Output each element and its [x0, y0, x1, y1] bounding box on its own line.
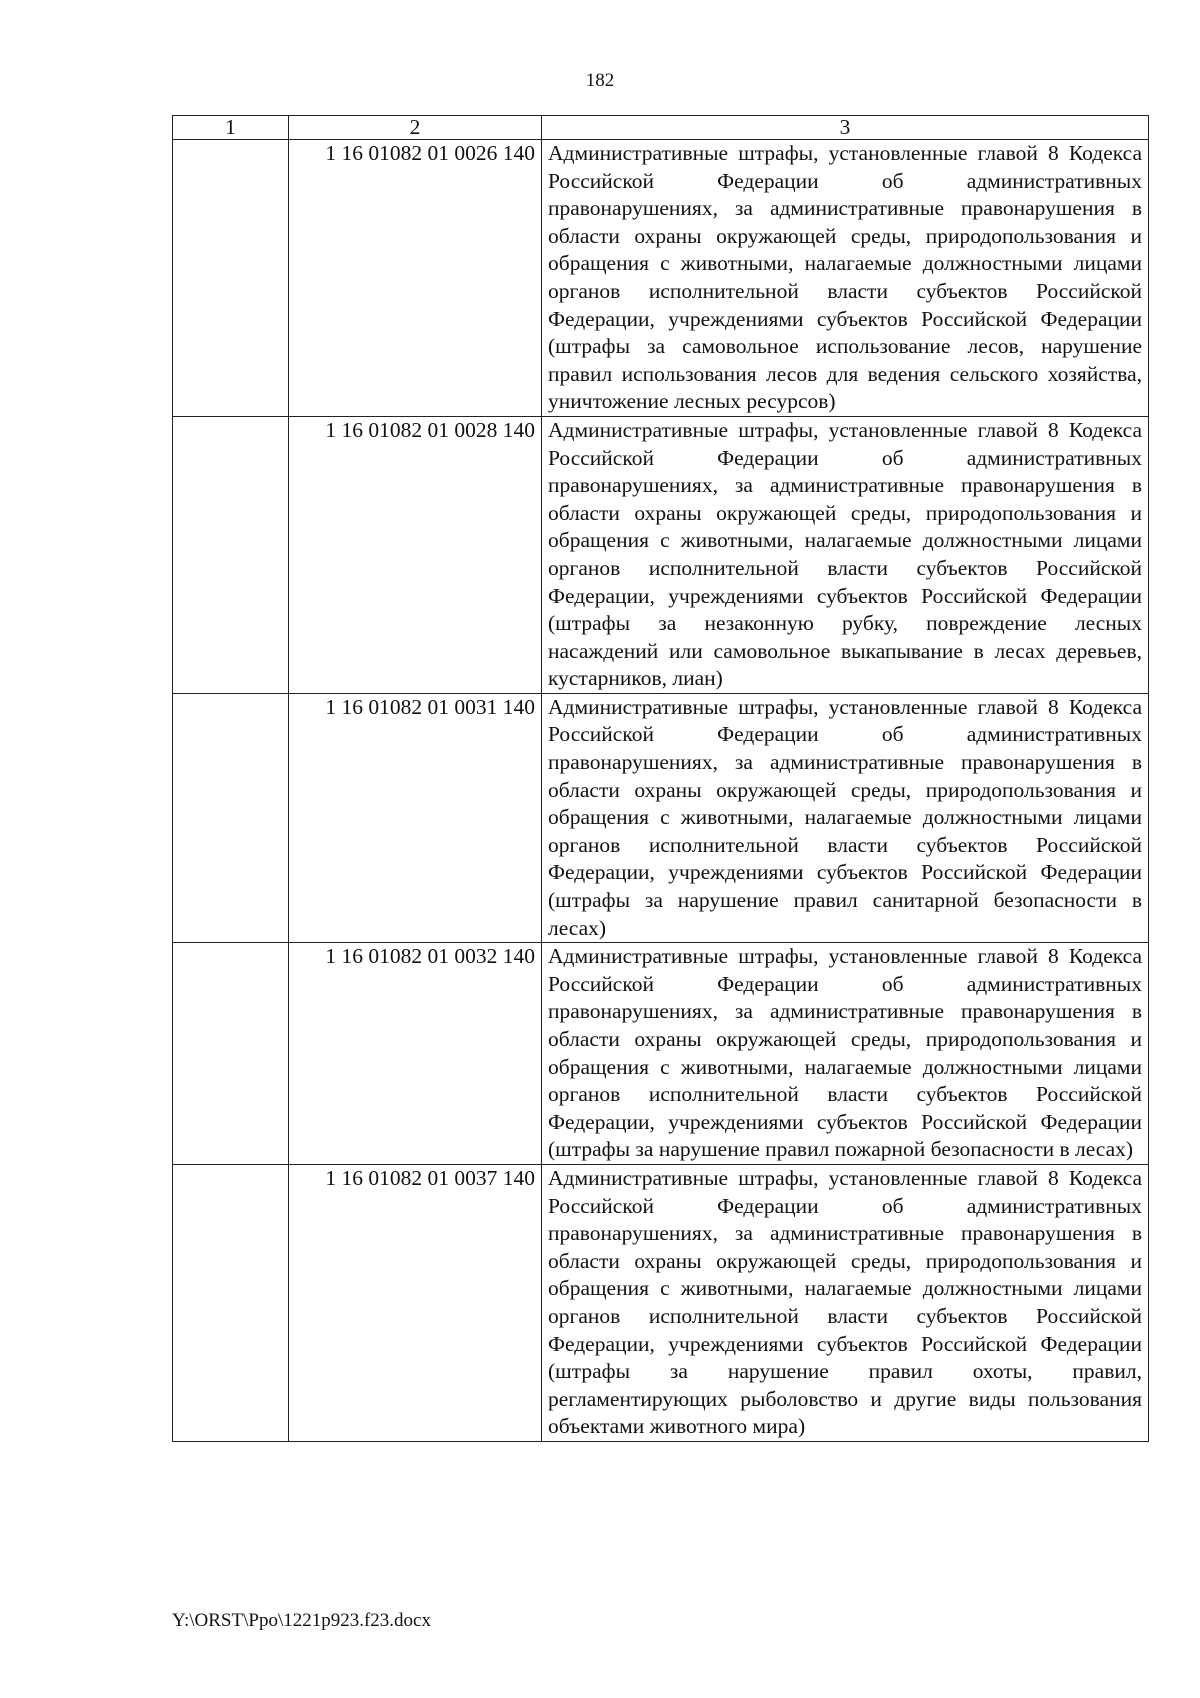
description-cell: Административные штрафы, установленные главой 8 Кодекса Российской Федерации об административных правонарушениях, за административные правонарушения в области охраны окружающей среды, природопользования и обращения с животными, налагаемые должностными лицами органов исполнительной власти субъектов Российской Федерации, учреждениями субъектов Российской Федерации (штрафы за нарушение правил пожарной безопасности в лесах) — [542, 943, 1149, 1165]
description-cell: Административные штрафы, установленные главой 8 Кодекса Российской Федерации об административных правонарушениях, за административные правонарушения в области охраны окружающей среды, природопользования и обращения с животными, налагаемые должностными лицами органов исполнительной власти субъектов Российской Федерации, учреждениями субъектов Российской Федерации (штрафы за самовольное использование лесов, нарушение правил использования лесов для ведения сельского хозяйства, уничтожение лесных ресурсов) — [542, 140, 1149, 417]
column-header-3: 3 — [542, 116, 1149, 140]
description-cell: Административные штрафы, установленные главой 8 Кодекса Российской Федерации об административных правонарушениях, за административные правонарушения в области охраны окружающей среды, природопользования и обращения с животными, налагаемые должностными лицами органов исполнительной власти субъектов Российской Федерации, учреждениями субъектов Российской Федерации (штрафы за незаконную рубку, повреждение лесных насаждений или самовольное выкапывание в лесах деревьев, кустарников, лиан) — [542, 416, 1149, 693]
description-cell: Административные штрафы, установленные главой 8 Кодекса Российской Федерации об административных правонарушениях, за административные правонарушения в области охраны окружающей среды, природопользования и обращения с животными, налагаемые должностными лицами органов исполнительной власти субъектов Российской Федерации, учреждениями субъектов Российской Федерации (штрафы за нарушение правил санитарной безопасности в лесах) — [542, 693, 1149, 942]
row-number-cell — [173, 140, 289, 417]
budget-codes-table — [172, 115, 1149, 1442]
table-header-row — [173, 116, 1149, 140]
row-number-cell — [173, 693, 289, 942]
budget-code-cell: 1 16 01082 01 0037 140 — [289, 1164, 542, 1441]
budget-code-cell: 1 16 01082 01 0032 140 — [289, 943, 542, 1165]
row-number-cell — [173, 943, 289, 1165]
row-number-cell — [173, 416, 289, 693]
table-row — [173, 1164, 1149, 1441]
table-row — [173, 943, 1149, 1165]
budget-code-cell: 1 16 01082 01 0026 140 — [289, 140, 542, 417]
document-file-path: Y:\ORST\Ppo\1221p923.f23.docx — [172, 1610, 431, 1631]
budget-code-cell: 1 16 01082 01 0031 140 — [289, 693, 542, 942]
budget-code-cell: 1 16 01082 01 0028 140 — [289, 416, 542, 693]
page-number: 182 — [585, 70, 615, 91]
column-header-2: 2 — [289, 116, 542, 140]
column-header-1: 1 — [173, 116, 289, 140]
table-row — [173, 140, 1149, 417]
table-row — [173, 416, 1149, 693]
row-number-cell — [173, 1164, 289, 1441]
description-cell: Административные штрафы, установленные главой 8 Кодекса Российской Федерации об административных правонарушениях, за административные правонарушения в области охраны окружающей среды, природопользования и обращения с животными, налагаемые должностными лицами органов исполнительной власти субъектов Российской Федерации, учреждениями субъектов Российской Федерации (штрафы за нарушение правил охоты, правил, регламентирующих рыболовство и другие виды пользования объектами животного мира) — [542, 1164, 1149, 1441]
table-row — [173, 693, 1149, 942]
